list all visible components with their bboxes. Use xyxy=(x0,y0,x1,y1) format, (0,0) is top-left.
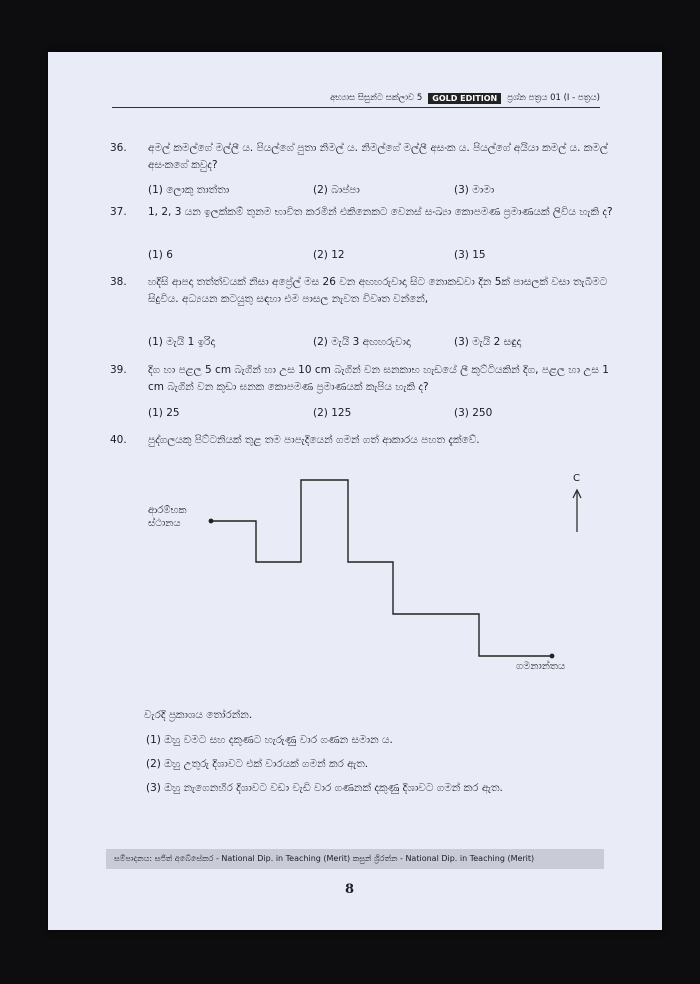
header-badge: GOLD EDITION xyxy=(428,93,501,104)
exam-page xyxy=(48,52,662,930)
option-3: (3) මැයි 2 සඳුදා xyxy=(454,336,522,348)
question-text: දිග හා පළල 5 cm බැගින් හා උස 10 cm බැගින් වන ඝනකාභ හැඩයේ ලී කුට්ටියකින් දිග, පළල හා උස 1 cm බැගින් වන කුඩා ඝනක කොපමණ ප්‍රමාණයක් කැපිය හැකි ද? xyxy=(148,364,609,393)
option-3: (3) 15 xyxy=(454,249,486,261)
option-2: (2) 125 xyxy=(313,407,352,419)
end-label: ගමනාන්තය xyxy=(516,661,566,672)
start-label: ආරම්භක ස්ථානය xyxy=(148,505,187,529)
north-label: C xyxy=(573,473,580,484)
option-1: (1) 6 xyxy=(148,249,173,261)
question-text: හදිසි ආපදා තත්ත්වයක් නිසා අප්‍රේල් මස 26 වන අඟහරුවාදා සිට නොකඩවා දින 5ක් පාසලක් වසා තැබීමට සිදුවිය. අධ්‍යයන කටයුතු සඳහා එම පාසල නැවත විවෘත වන්නේ, xyxy=(148,276,608,305)
option-1: (1) මැයි 1 ඉරිදා xyxy=(148,336,216,348)
option-3: (3) 250 xyxy=(454,407,493,419)
option-2: (2) 12 xyxy=(313,249,345,261)
question-number: 39. xyxy=(110,364,127,376)
option-1: (1) 25 xyxy=(148,407,180,419)
question-40 xyxy=(110,432,615,452)
question-number: 38. xyxy=(110,276,127,288)
statement-2: (2) ඔහු උතුරු දිශාවට එක් වාරයක් ගමන් කර ඇත. xyxy=(146,758,369,770)
page-header xyxy=(112,90,600,106)
page-footer xyxy=(106,849,604,869)
north-arrow-icon xyxy=(573,490,581,532)
question-number: 37. xyxy=(110,206,127,218)
walk-path xyxy=(211,480,552,656)
question-text: 1, 2, 3 යන ඉලක්කම් තුනම භාවිත කරමින් එකිනෙකට වෙනස් සංඛ්‍යා කොපමණ ප්‍රමාණයක් ලිවිය හැකි ද? xyxy=(148,206,613,218)
start-point xyxy=(209,519,214,524)
statement-3: (3) ඔහු නැගෙනහිර දිශාවට වඩා වැඩි වාර ගණනක් දකුණු දිශාවට ගමන් කර ඇත. xyxy=(146,782,503,794)
q40-prompt: වැරදි ප්‍රකාශය තෝරන්න. xyxy=(144,709,253,721)
question-38 xyxy=(110,274,615,352)
path-diagram xyxy=(143,470,603,670)
question-39 xyxy=(110,362,615,422)
header-paper: ප්‍රශ්න පත්‍රය 01 (I - පත්‍රය) xyxy=(507,93,600,103)
option-1: (1) ලොකු තාත්තා xyxy=(148,184,230,196)
option-2: (2) මැයි 3 අඟහරුවාදා xyxy=(313,336,411,348)
question-number: 40. xyxy=(110,434,127,446)
option-3: (3) මාමා xyxy=(454,184,495,196)
option-2: (2) බාප්පා xyxy=(313,184,360,196)
page-number: 8 xyxy=(345,882,355,897)
question-text: පුද්ගලයකු පිට්ටනියක් තුළ තම පාපැදියෙන් ගමන් ගත් ආකාරය පහත දැක්වේ. xyxy=(148,434,480,446)
header-series: අභ්‍යාස සිසුන්ට සක්ලාව 5 xyxy=(330,93,423,103)
statement-1: (1) ඔහු වමට සහ දකුණට හැරුණු වාර ගණන සමාන ය. xyxy=(146,734,393,746)
header-divider xyxy=(112,107,600,108)
end-point xyxy=(550,654,555,659)
question-number: 36. xyxy=(110,142,127,154)
question-37 xyxy=(110,204,615,264)
question-text: අමල් කමල්ගේ මල්ලී ය. පියල්ගේ පුතා නිමල් ය. නිමල්ගේ මල්ලී අසංක ය. පියල්ගේ අයියා කමල් ය. කමල් අසංකගේ කවුද? xyxy=(148,142,608,171)
footer-credits: සම්පාදනය: සජිත් අබේසේකර - National Dip. in Teaching (Merit) කසුන් ශ්‍රිරත්න - National Dip. in Teaching (Merit) xyxy=(114,854,535,863)
question-36 xyxy=(110,140,615,200)
